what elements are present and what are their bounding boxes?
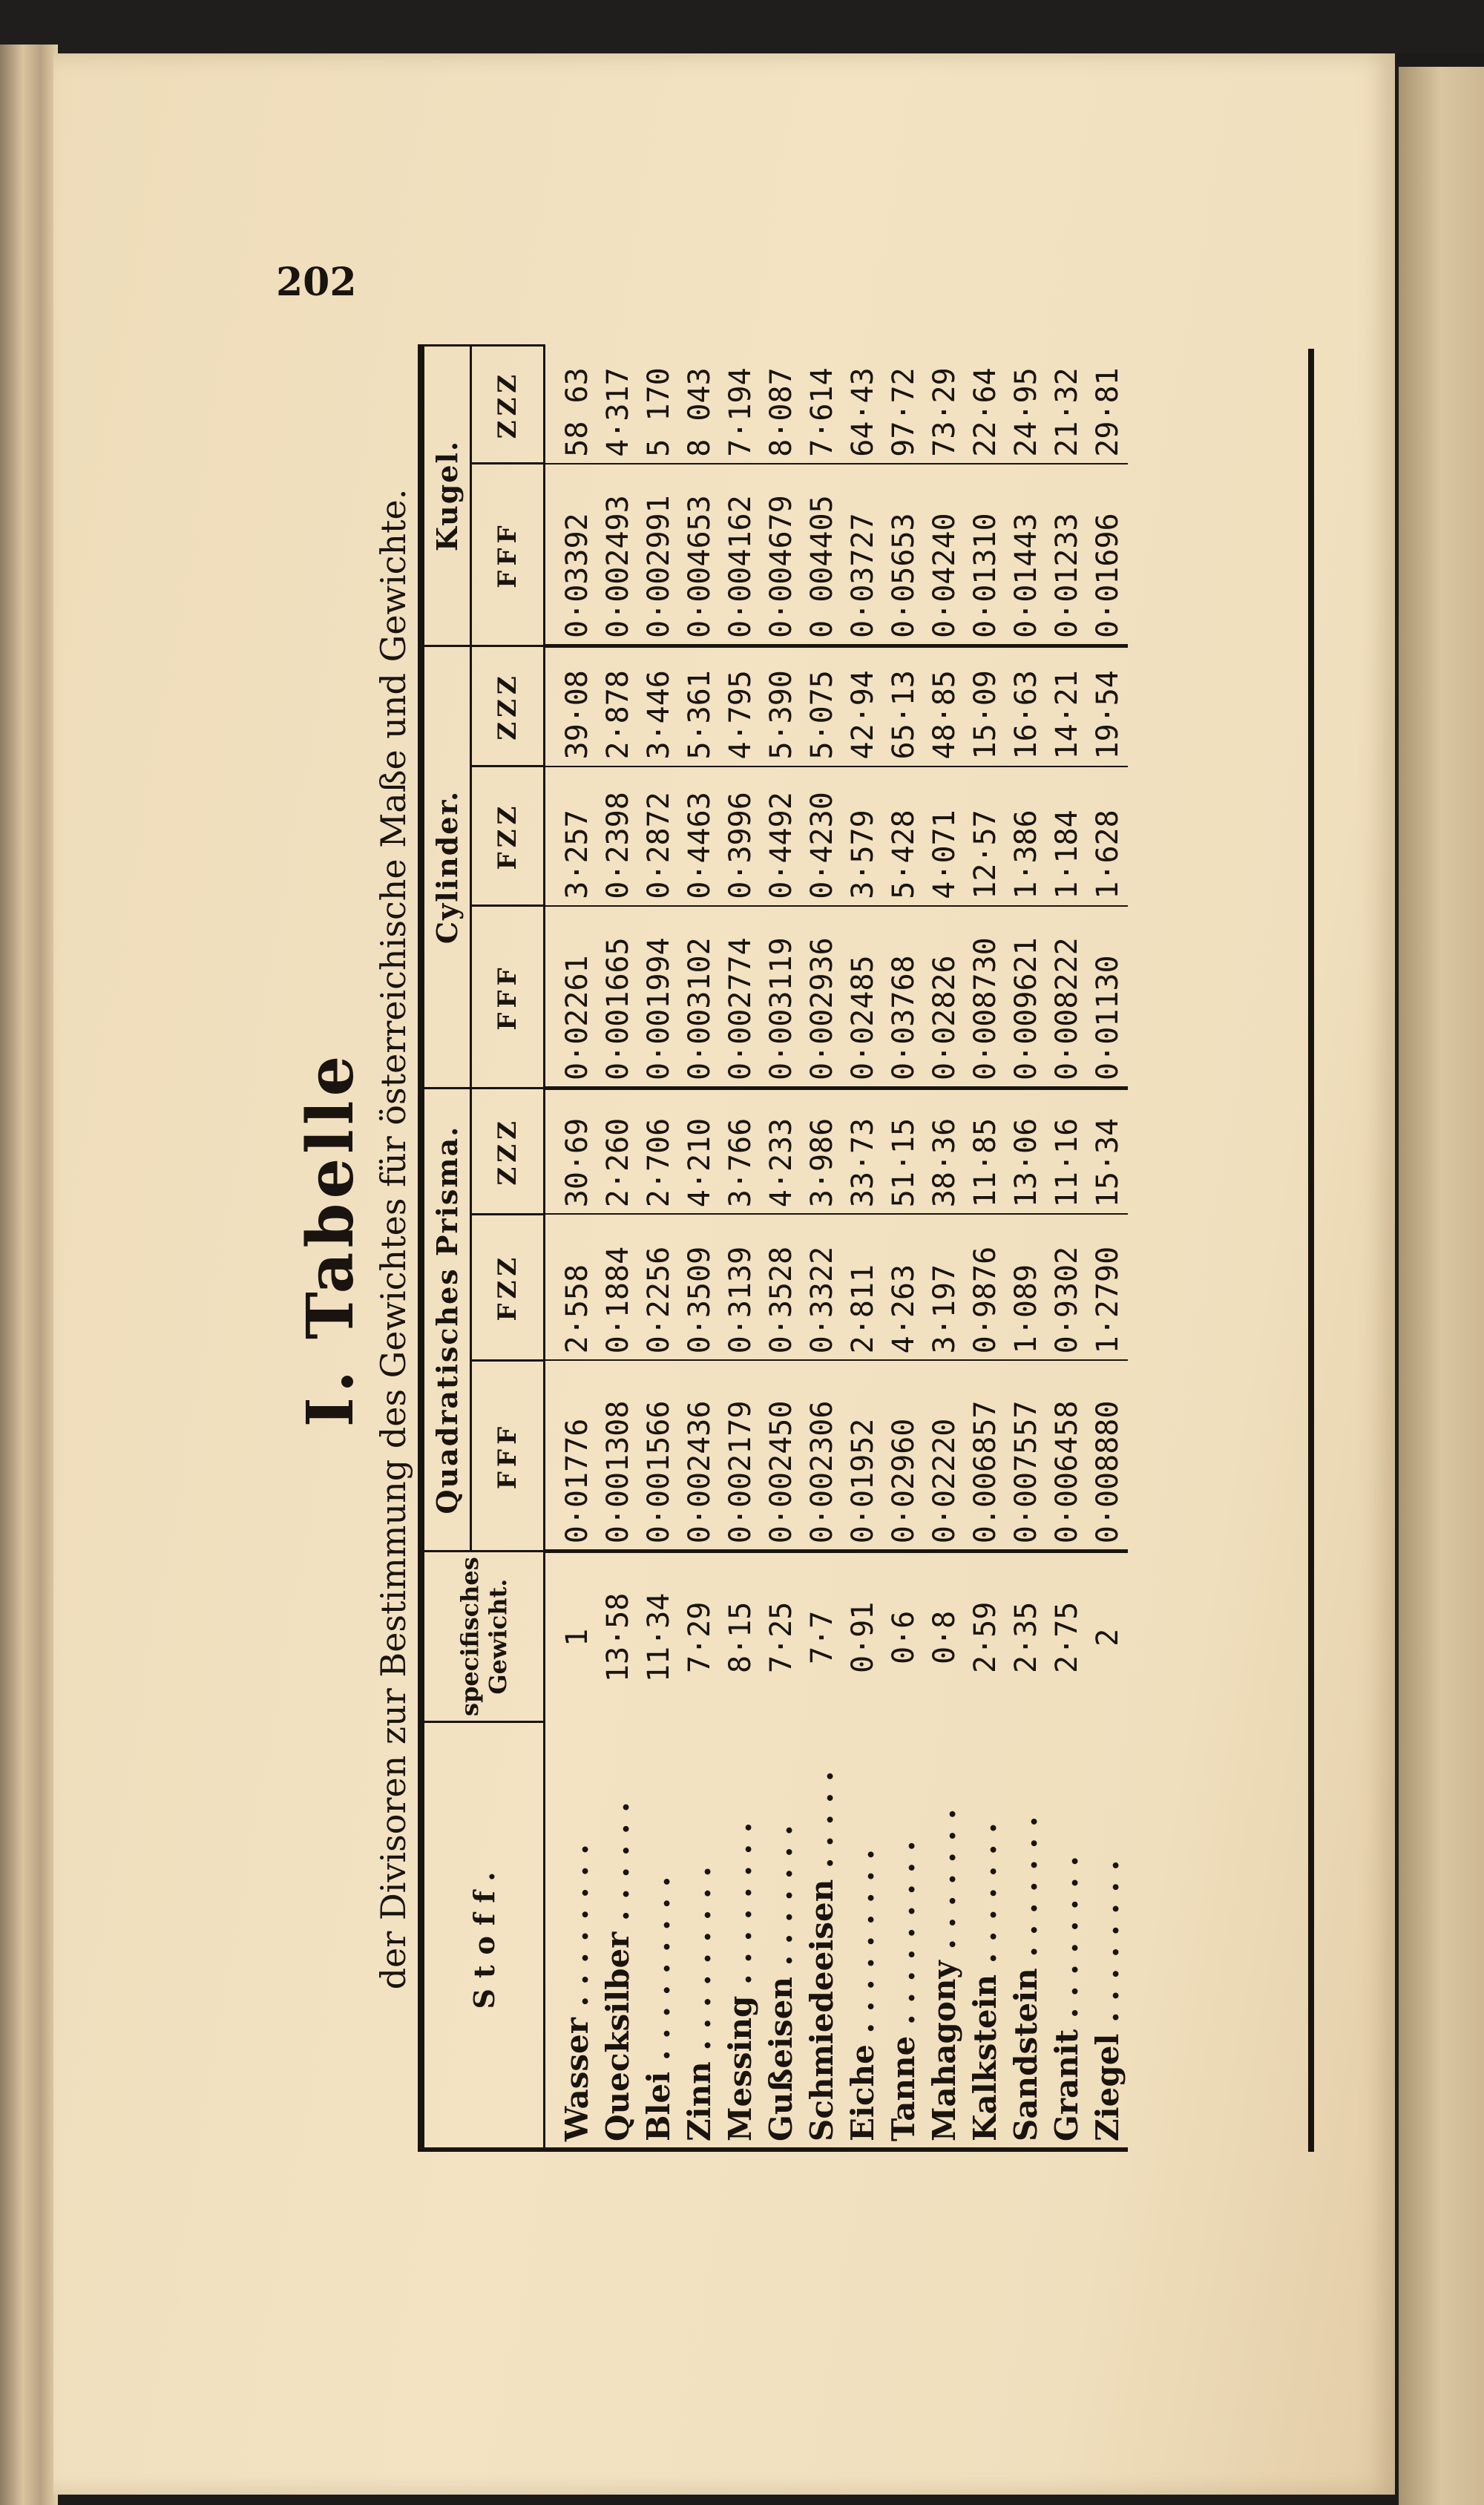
table-bottom-rule [1308, 349, 1314, 2152]
cell-k-fff: 0·01443 [1005, 464, 1046, 646]
cell-p-zzz: 2·260 [597, 1088, 638, 1214]
cell-c-fzz: 1·184 [1046, 766, 1087, 906]
cell-k-zzz: 4·317 [600, 367, 635, 457]
table-row [1087, 346, 1128, 2148]
cell-p-fzz: 0·9876 [965, 1214, 1005, 1360]
cell-name: Mahagony . . . . . . . [926, 1808, 962, 2141]
cell-c-zzz: 19·54 [1087, 646, 1128, 766]
cell-name: Blei . . . . . . . . . [640, 1876, 677, 2141]
table-row [638, 346, 679, 2148]
table-row [545, 346, 598, 2148]
cell-p-fzz: 0·9302 [1046, 1214, 1087, 1360]
cell-p-fzz: 0·1884 [597, 1214, 638, 1360]
cell-c-zzz: 16·63 [1005, 646, 1046, 766]
cell-c-zzz: 14·21 [1046, 646, 1087, 766]
cell-c-zzz: 4·795 [720, 646, 761, 766]
cell-c-zzz: 2·878 [597, 646, 638, 766]
cell-k-fff: 0·002991 [638, 464, 679, 646]
cell-name: Wasser . . . . . . . . [559, 1844, 595, 2141]
cell-p-fff: 0·002436 [679, 1360, 720, 1551]
header-prisma-zzz: ZZZ [471, 1088, 545, 1214]
cell-k-zzz: 5 170 [641, 367, 676, 457]
cell-c-fff: 0·003119 [761, 906, 801, 1089]
cell-c-fff: 0·02261 [545, 906, 598, 1089]
cell-k-zzz: 22·64 [968, 367, 1002, 457]
cell-p-fzz: 3·197 [924, 1214, 965, 1360]
cell-c-fzz: 4·071 [924, 766, 965, 906]
cell-p-zzz: 3·986 [801, 1088, 842, 1214]
table-body [545, 346, 1129, 2148]
cell-p-zzz: 15·34 [1087, 1088, 1128, 1214]
cell-c-fff: 0·009621 [1005, 906, 1046, 1089]
cell-k-fff: 0·01233 [1046, 464, 1087, 646]
cell-p-zzz: 4·233 [761, 1088, 801, 1214]
next-page-edge [1399, 67, 1484, 2505]
cell-c-fzz: 3·579 [842, 766, 883, 906]
cell-c-fzz: 1·628 [1087, 766, 1128, 906]
cell-c-fff: 0·008730 [965, 906, 1005, 1089]
cell-c-fzz: 0·2398 [597, 766, 638, 906]
cell-name: Eiche . . . . . . . . . [844, 1849, 881, 2141]
cell-p-fff: 0·001566 [638, 1360, 679, 1551]
cell-spec: 2·75 [1046, 1552, 1087, 1722]
cell-k-zzz: 73·29 [927, 367, 962, 457]
cell-c-fff: 0·02485 [842, 906, 883, 1089]
cell-p-fzz: 4·263 [883, 1214, 924, 1360]
cell-p-fff: 0·002306 [801, 1360, 842, 1551]
cell-spec: 0·6 [883, 1552, 924, 1722]
cell-p-fff: 0·01952 [842, 1360, 883, 1551]
cell-name: Granit . . . . . . . . [1048, 1855, 1085, 2141]
cell-c-fff: 0·001994 [638, 906, 679, 1089]
cell-spec: 11·34 [638, 1552, 679, 1722]
header-cylinder-fzz: FZZ [471, 766, 545, 906]
cell-spec: 0·91 [842, 1552, 883, 1722]
table-row [720, 346, 761, 2148]
table-subtitle: der Divisoren zur Bestimmung des Gewichtes für österreichische Maße und Gewichte. [373, 488, 413, 1990]
cell-name: Messing . . . . . . . . [722, 1822, 758, 2141]
cell-spec: 2 [1087, 1552, 1128, 1722]
cell-c-fff: 0·02826 [924, 906, 965, 1089]
cell-name: Zinn . . . . . . . . . [681, 1866, 718, 2141]
cell-k-fff: 0 004405 [801, 464, 842, 646]
cell-c-fff: 0·003102 [679, 906, 720, 1089]
cell-c-zzz: 48·85 [924, 646, 965, 766]
cell-p-zzz: 11·16 [1046, 1088, 1087, 1214]
table-row [965, 346, 1005, 2148]
table-row [801, 346, 842, 2148]
cell-p-fff: 0·002450 [761, 1360, 801, 1551]
header-cylinder: Cylinder. [424, 646, 471, 1088]
cell-name: Sandstein . . . . . . . [1008, 1816, 1044, 2141]
cell-p-fff: 0.006857 [965, 1360, 1005, 1551]
table-row [679, 346, 720, 2148]
cell-c-zzz: 42·94 [842, 646, 883, 766]
cell-p-fzz: 2·558 [545, 1214, 598, 1360]
cell-c-zzz: 5·361 [679, 646, 720, 766]
header-prisma-fff: FFF [471, 1360, 545, 1551]
cell-p-fff: 0·007557 [1005, 1360, 1046, 1551]
table-row [842, 346, 883, 2148]
cell-p-zzz: 33·73 [842, 1088, 883, 1214]
cell-p-fff: 0·02220 [924, 1360, 965, 1551]
cell-c-fzz: 5·428 [883, 766, 924, 906]
cell-k-zzz: 58 63 [559, 367, 594, 457]
cell-p-zzz: 38·36 [924, 1088, 965, 1214]
book-edge [0, 45, 58, 2505]
cell-p-fzz: 0·2256 [638, 1214, 679, 1360]
header-stoff: Stoff. [424, 1722, 545, 2148]
cell-c-fff: 0·008222 [1046, 906, 1087, 1089]
table-row [924, 346, 965, 2148]
header-cylinder-fff: FFF [471, 906, 545, 1089]
cell-k-zzz: 29·81 [1090, 367, 1125, 457]
cell-name: Tanne . . . . . . . . . [885, 1840, 922, 2141]
divisor-table [418, 344, 1128, 2152]
cell-spec: 2·59 [965, 1552, 1005, 1722]
header-kugel-fff: FFF [471, 464, 545, 646]
cell-p-fff: 0·002179 [720, 1360, 761, 1551]
cell-p-zzz: 4·210 [679, 1088, 720, 1214]
cell-spec: 7·25 [761, 1552, 801, 1722]
cell-k-fff: 0·04240 [924, 464, 965, 646]
cell-k-fff: 0·004653 [679, 464, 720, 646]
cell-spec: 2·35 [1005, 1552, 1046, 1722]
cell-p-fff: 0·008880 [1087, 1360, 1128, 1551]
table-row [597, 346, 638, 2148]
cell-k-zzz: 21·32 [1049, 367, 1084, 457]
cell-p-zzz: 2·706 [638, 1088, 679, 1214]
cell-c-zzz: 15·09 [965, 646, 1005, 766]
background-top [0, 0, 1484, 53]
cell-name: Quecksilber . . . . . . [600, 1802, 636, 2141]
header-kugel-zzz: ZZZ [471, 346, 545, 464]
cell-k-zzz: 64·43 [845, 367, 880, 457]
cell-p-fzz: 1·2790 [1087, 1214, 1128, 1360]
cell-k-zzz: 7·194 [723, 367, 758, 457]
cell-c-fff: 0·002774 [720, 906, 761, 1089]
header-spec: specifisches Gewicht. [424, 1552, 545, 1722]
table-row [883, 346, 924, 2148]
cell-k-fff: 0·01696 [1087, 464, 1128, 646]
cell-k-fff: 0·004162 [720, 464, 761, 646]
header-prisma-fzz: FZZ [471, 1214, 545, 1360]
cell-p-zzz: 3·766 [720, 1088, 761, 1214]
cell-k-zzz: 24·95 [1008, 367, 1043, 457]
cell-c-zzz: 5·390 [761, 646, 801, 766]
cell-spec: 1 [545, 1552, 598, 1722]
cell-c-fzz: 0·3996 [720, 766, 761, 906]
cell-c-fff: 0·001665 [597, 906, 638, 1089]
table-row [1005, 346, 1046, 2148]
cell-c-fzz: 1·386 [1005, 766, 1046, 906]
cell-c-fzz: 0·4492 [761, 766, 801, 906]
cell-c-zzz: 39·08 [545, 646, 598, 766]
table-row [761, 346, 801, 2148]
page-number: 202 [276, 260, 357, 305]
cell-k-fff: 0·002493 [597, 464, 638, 646]
table-row [1046, 346, 1087, 2148]
cell-c-zzz: 5·075 [801, 646, 842, 766]
cell-p-fzz: 0·3528 [761, 1214, 801, 1360]
cell-c-fff: 0·01130 [1087, 906, 1128, 1089]
cell-c-fff: 0·03768 [883, 906, 924, 1089]
cell-c-fzz: 12·57 [965, 766, 1005, 906]
cell-p-fzz: 0·3509 [679, 1214, 720, 1360]
cell-k-zzz: 97·72 [886, 367, 921, 457]
cell-p-fff: 0·02960 [883, 1360, 924, 1551]
cell-p-fzz: 2·811 [842, 1214, 883, 1360]
cell-spec: 13·58 [597, 1552, 638, 1722]
cell-k-fff: 0·004679 [761, 464, 801, 646]
cell-k-fff: 0·03392 [545, 464, 598, 646]
cell-spec: 8·15 [720, 1552, 761, 1722]
cell-k-fff: 0·03727 [842, 464, 883, 646]
cell-p-zzz: 13·06 [1005, 1088, 1046, 1214]
cell-p-zzz: 11·85 [965, 1088, 1005, 1214]
cell-name: Kalkstein . . . . . . . [967, 1822, 1003, 2141]
cell-name: Ziegel . . . . . . . . [1089, 1859, 1126, 2141]
header-kugel: Kugel. [424, 346, 471, 646]
cell-c-fzz: 3·257 [545, 766, 598, 906]
table-title: I. Tabelle [293, 1051, 368, 1428]
cell-p-fff: 0·01776 [545, 1360, 598, 1551]
cell-name: Gußeisen . . . . . . . [763, 1825, 799, 2141]
cell-c-fzz: 0·4230 [801, 766, 842, 906]
cell-spec: 7·7 [801, 1552, 842, 1722]
cell-c-fzz: 0·2872 [638, 766, 679, 906]
cell-p-fzz: 0·3322 [801, 1214, 842, 1360]
header-cylinder-zzz: ZZZ [471, 646, 545, 766]
cell-c-zzz: 3·446 [638, 646, 679, 766]
cell-k-fff: 0·05653 [883, 464, 924, 646]
cell-p-fff: 0·001308 [597, 1360, 638, 1551]
cell-p-zzz: 30·69 [545, 1088, 598, 1214]
cell-k-zzz: 7·614 [804, 367, 839, 457]
header-prisma: Quadratisches Prisma. [424, 1088, 471, 1551]
cell-p-fzz: 0·3139 [720, 1214, 761, 1360]
rotated-table-block [293, 104, 1369, 2152]
cell-p-fff: 0·006458 [1046, 1360, 1087, 1551]
cell-name: Schmiedeeisen . . . . . [804, 1770, 840, 2141]
cell-spec: 7·29 [679, 1552, 720, 1722]
cell-p-fzz: 1·089 [1005, 1214, 1046, 1360]
cell-p-zzz: 51·15 [883, 1088, 924, 1214]
cell-c-zzz: 65·13 [883, 646, 924, 766]
cell-k-zzz: 8·087 [764, 367, 798, 457]
cell-c-fzz: 0·4463 [679, 766, 720, 906]
cell-spec: 0·8 [924, 1552, 965, 1722]
cell-k-fff: 0·01310 [965, 464, 1005, 646]
cell-k-zzz: 8 043 [682, 367, 717, 457]
cell-c-fff: 0·002936 [801, 906, 842, 1089]
